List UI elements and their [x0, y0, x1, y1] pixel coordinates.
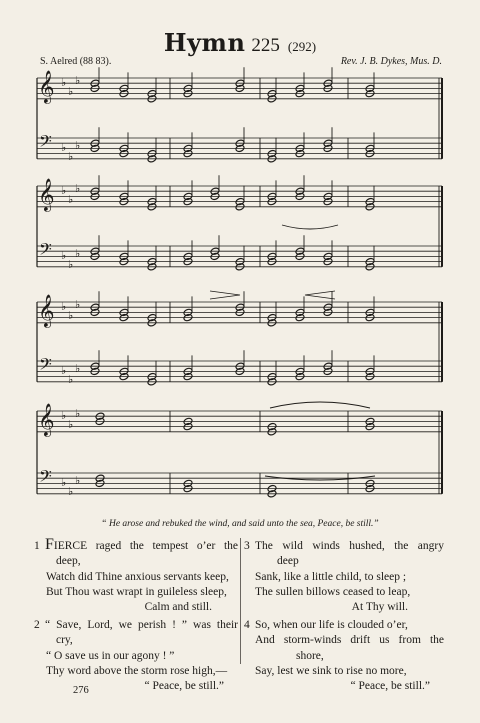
verse-line: 1 FIERCE raged the tempest o’er the — [34, 536, 238, 553]
verse-number: 3 — [244, 540, 250, 552]
verse-line: cry, — [56, 634, 73, 647]
verse-number: 1 — [34, 540, 40, 552]
flat-sign-icon: ♭ — [68, 309, 74, 322]
verse-3 — [244, 539, 444, 615]
flat-sign-icon: ♭ — [75, 407, 81, 420]
flat-sign-icon: ♭ — [68, 150, 74, 163]
verse-number: 4 — [244, 619, 250, 631]
flat-sign-icon: ♭ — [68, 85, 74, 98]
verse-line: Calm and still. — [144, 601, 212, 614]
flat-sign-icon: ♭ — [61, 141, 67, 154]
flat-sign-icon: ♭ — [68, 193, 74, 206]
flat-sign-icon: ♭ — [75, 362, 81, 375]
treble-clef-icon: 𝄞 — [38, 403, 55, 436]
music-score — [0, 66, 480, 511]
flat-sign-icon: ♭ — [68, 418, 74, 431]
verse-line: Sank, like a little child, to sleep ; — [255, 570, 407, 583]
verse-line: The sullen billows ceased to leap, — [255, 585, 411, 598]
page-number: 276 — [73, 685, 89, 696]
verse-line: 2 “ Save, Lord, we perish ! ” was their — [34, 618, 238, 633]
flat-sign-icon: ♭ — [68, 258, 74, 271]
treble-clef-icon: 𝄞 — [38, 70, 55, 103]
flat-sign-icon: ♭ — [61, 364, 67, 377]
flat-sign-icon: ♭ — [75, 247, 81, 260]
flat-sign-icon: ♭ — [61, 184, 67, 197]
flat-sign-icon: ♭ — [68, 485, 74, 498]
verse-line: deep — [277, 555, 299, 568]
tune-name: S. Aelred (88 83). — [40, 56, 112, 67]
flat-sign-icon: ♭ — [75, 74, 81, 87]
verse-4 — [244, 618, 444, 694]
flat-sign-icon: ♭ — [75, 474, 81, 487]
flat-sign-icon: ♭ — [75, 139, 81, 152]
verse-2 — [34, 618, 238, 694]
verse-line: “ O save us in our agony ! ” — [46, 649, 175, 662]
column-divider — [240, 538, 241, 664]
flat-sign-icon: ♭ — [61, 76, 67, 89]
verse-line: Thy word above the storm rose high,— — [46, 664, 228, 677]
verse-number: 2 — [34, 619, 40, 631]
treble-clef-icon: 𝄞 — [38, 178, 55, 211]
flat-sign-icon: ♭ — [61, 300, 67, 313]
epigraph: “ He arose and rebuked the wind, and said unto the sea, Peace, be still.” — [101, 519, 379, 529]
decrescendo-hairpin — [305, 291, 335, 299]
verse-line: “ Peace, be still.” — [144, 680, 224, 693]
slur-mark — [270, 402, 370, 408]
flat-sign-icon: ♭ — [68, 373, 74, 386]
hymn-title — [0, 28, 480, 57]
drop-cap: F — [45, 536, 54, 553]
crescendo-hairpin — [210, 291, 240, 299]
verse-line: Watch did Thine anxious servants keep, — [46, 570, 229, 583]
bass-clef-icon: 𝄢 — [39, 239, 52, 263]
composer-credit: Rev. J. B. Dykes, Mus. D. — [340, 56, 442, 67]
hymn-title-word: Hymn — [163, 28, 246, 57]
verse-line: And storm-winds drift us from the — [255, 634, 444, 647]
verse-line: Say, lest we sink to rise no more, — [255, 664, 407, 677]
bass-clef-icon: 𝄢 — [39, 466, 52, 490]
verse-1 — [34, 536, 238, 615]
original-number: (292) — [287, 39, 317, 54]
bass-clef-icon: 𝄢 — [39, 354, 52, 378]
verse-line: deep, — [56, 555, 81, 568]
hymn-number: 225 — [251, 35, 280, 56]
verse-line: shore, — [296, 649, 324, 662]
flat-sign-icon: ♭ — [61, 409, 67, 422]
verse-line: “ Peace, be still.” — [350, 680, 430, 693]
treble-clef-icon: 𝄞 — [38, 294, 55, 327]
verse-line: 4 So, when our life is clouded o’er, — [244, 618, 444, 633]
verse-line: But Thou wast wrapt in guileless sleep, — [46, 585, 227, 598]
verse-line: At Thy will. — [351, 601, 408, 614]
verse-line: 3 The wild winds hushed, the angry — [244, 539, 444, 554]
bass-clef-icon: 𝄢 — [39, 131, 52, 155]
slur-mark — [282, 225, 338, 229]
flat-sign-icon: ♭ — [61, 249, 67, 262]
flat-sign-icon: ♭ — [75, 182, 81, 195]
flat-sign-icon: ♭ — [61, 476, 67, 489]
flat-sign-icon: ♭ — [75, 298, 81, 311]
